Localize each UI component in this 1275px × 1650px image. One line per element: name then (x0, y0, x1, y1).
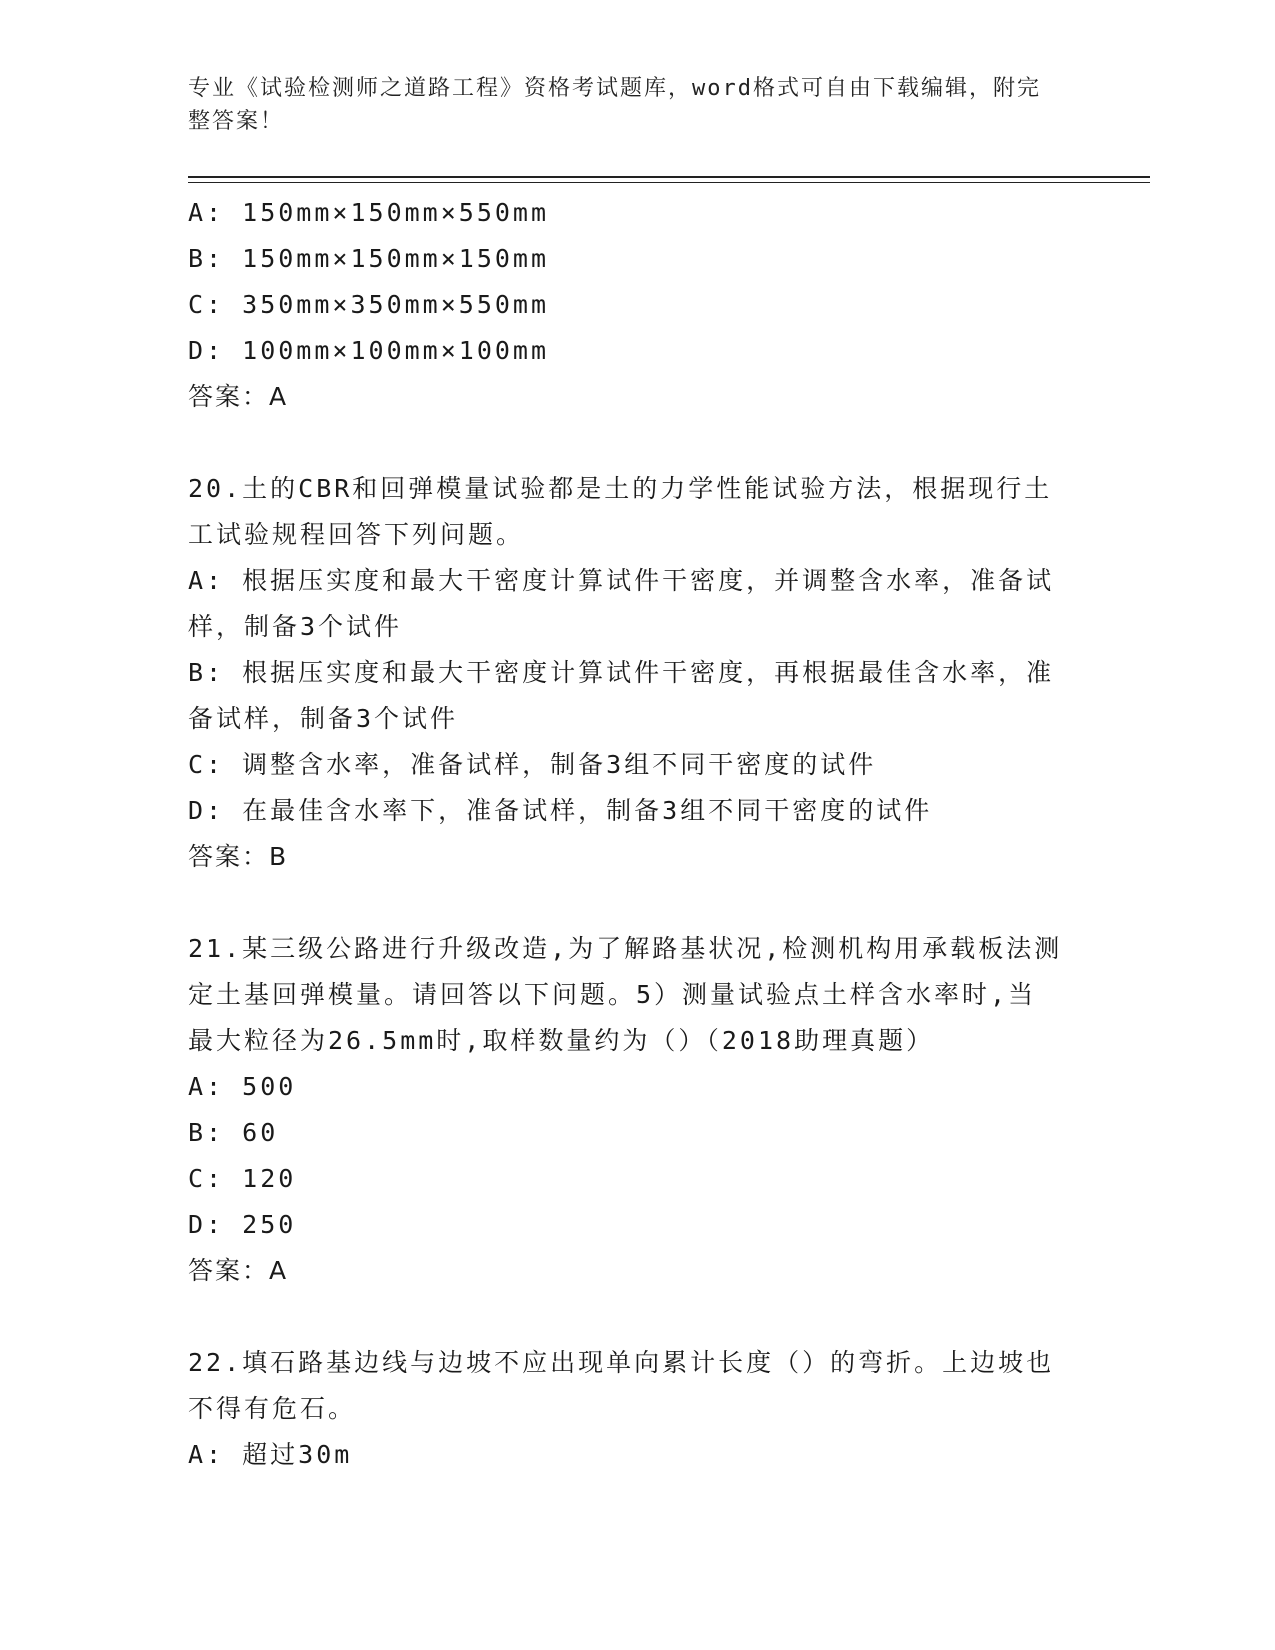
option-b-continued: 备试样，制备3个试件 (188, 704, 459, 733)
spacer (188, 880, 1078, 926)
option-a: A: 根据压实度和最大干密度计算试件干密度，并调整含水率，准备试 (188, 566, 1055, 595)
question-19-block (188, 190, 1078, 420)
option-a: A: 500 (188, 1072, 297, 1101)
option-d: D: 在最佳含水率下，准备试样，制备3组不同干密度的试件 (188, 796, 933, 825)
question-22-block (188, 1340, 1078, 1478)
header-divider-thick (188, 176, 1150, 178)
option-d: D: 100mm×100mm×100mm (188, 336, 550, 365)
question-list (188, 190, 1078, 1478)
question-21-block (188, 926, 1078, 1294)
option-c: C: 调整含水率，准备试样，制备3组不同干密度的试件 (188, 750, 877, 779)
question-stem: 22.填石路基边线与边坡不应出现单向累计长度（）的弯折。上边坡也 (188, 1348, 1055, 1377)
option-b: B: 60 (188, 1118, 279, 1147)
option-c: C: 120 (188, 1164, 297, 1193)
option-d: D: 250 (188, 1210, 297, 1239)
page-header (188, 72, 1088, 138)
header-divider-thin (188, 182, 1150, 183)
option-a: A: 超过30m (188, 1440, 353, 1469)
option-a: A: 150mm×150mm×550mm (188, 198, 550, 227)
option-a-continued: 样，制备3个试件 (188, 612, 403, 641)
option-b: B: 150mm×150mm×150mm (188, 244, 550, 273)
question-stem: 不得有危石。 (188, 1394, 357, 1423)
option-c: C: 350mm×350mm×550mm (188, 290, 550, 319)
header-line-1: 专业《试验检测师之道路工程》资格考试题库，word格式可自由下载编辑，附完 (188, 76, 1041, 101)
question-stem: 最大粒径为26.5mm时,取样数量约为（）（2018助理真题） (188, 1026, 935, 1055)
question-stem: 工试验规程回答下列问题。 (188, 520, 525, 549)
spacer (188, 1294, 1078, 1340)
question-stem: 定土基回弹模量。请回答以下问题。5）测量试验点土样含水率时,当 (188, 980, 1037, 1009)
question-stem: 20.土的CBR和回弹模量试验都是土的力学性能试验方法，根据现行土 (188, 474, 1053, 503)
question-stem: 21.某三级公路进行升级改造,为了解路基状况,检测机构用承载板法测 (188, 934, 1063, 963)
answer-label: 答案：A (188, 1256, 289, 1285)
question-20-block (188, 466, 1078, 880)
header-line-2: 整答案！ (188, 109, 285, 134)
option-b: B: 根据压实度和最大干密度计算试件干密度，再根据最佳含水率，准 (188, 658, 1055, 687)
answer-label: 答案：B (188, 842, 289, 871)
spacer (188, 420, 1078, 466)
answer-label: 答案：A (188, 382, 289, 411)
